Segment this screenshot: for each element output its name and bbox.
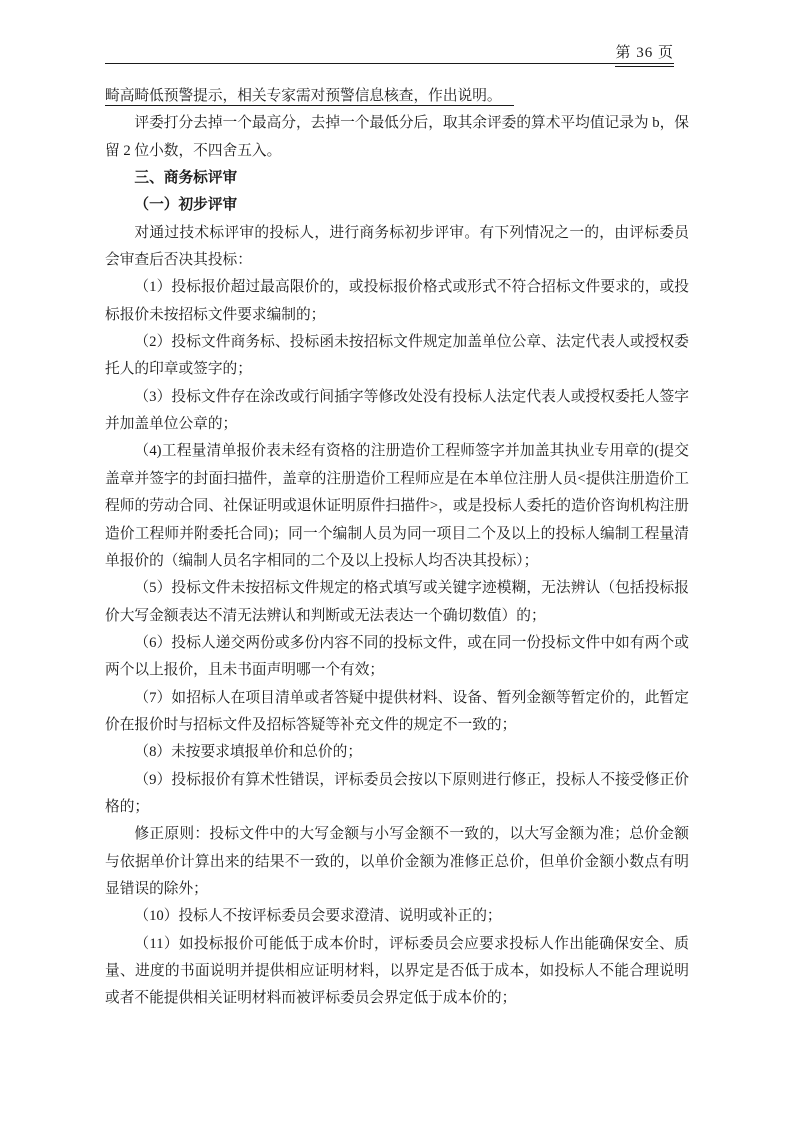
heading-preliminary-review: （一）初步评审 bbox=[134, 197, 238, 214]
paragraph-item-2: （2）投标文件商务标、投标函未按招标文件规定加盖单位公章、法定代表人或授权委托人的印章或签字的； bbox=[105, 334, 689, 378]
paragraph-item-10: （10）投标人不按评标委员会要求澄清、说明或补正的； bbox=[134, 908, 502, 925]
paragraph-warning-carryover bbox=[105, 83, 689, 110]
paragraph-item-5: （5）投标文件未按招标文件规定的格式填写或关键字迹模糊，无法辨认（包括投标报价大写金额表达不清无法辨认和判断或无法表达一个确切数值）的； bbox=[105, 580, 689, 624]
header-rule bbox=[105, 63, 674, 64]
paragraph-intro: 对通过技术标评审的投标人，进行商务标初步评审。有下列情况之一的，由评标委员会审查后否决其投标： bbox=[105, 224, 689, 269]
paragraph-item-11: （11）如投标报价可能低于成本价时，评标委员会应要求投标人作出能确保安全、质量、进度的书面说明并提供相应证明材料，以界定是否低于成本，如投标人不能合理说明或者不能提供相关证明材料而被评标委员会界定低于成本价的； bbox=[105, 935, 689, 1007]
paragraph-item-7: （7）如招标人在项目清单或者答疑中提供材料、设备、暂列金额等暂定价的，此暂定价在报价时与招标文件及招标答疑等补充文件的规定不一致的； bbox=[105, 689, 689, 733]
paragraph-item-6: （6）投标人递交两份或多份内容不同的投标文件，或在同一份投标文件中如有两个或两个以上报价，且未书面声明哪一个有效； bbox=[105, 634, 689, 679]
underlined-text: 畸高畸低预警提示，相关专家需对预警信息核查，作出说明。 bbox=[105, 88, 514, 106]
paragraph-correction-principle: 修正原则：投标文件中的大写金额与小写金额不一致的，以大写金额为准；总价金额与依据单价计算出来的结果不一致的，以单价金额为准修正总价，但单价金额小数点有明显错误的除外； bbox=[105, 826, 689, 897]
paragraph-item-4: （4)工程量清单报价表未经有资格的注册造价工程师签字并加盖其执业专用章的(提交盖章并签字的封面扫描件，盖章的注册造价工程师应是在本单位注册人员<提供注册造价工程师的劳动合同、社保证明或退休证明原件扫描件>，或是投标人委托的造价咨询机构注册造价工程师并附委托合同)；同一个编制人员为同一项目二个及以上的投标人编制工程量清单报价的（编制人员名字相同的二个及以上投标人均否决其投标）； bbox=[105, 443, 689, 569]
paragraph-item-8: （8）未按要求填报单价和总价的； bbox=[134, 744, 363, 761]
paragraph-item-9: （9）投标报价有算术性错误，评标委员会按以下原则进行修正，投标人不接受修正价格的； bbox=[105, 771, 689, 815]
paragraph-item-3: （3）投标文件存在涂改或行间插字等修改处没有投标人法定代表人或授权委托人签字并加盖单位公章的； bbox=[105, 388, 689, 433]
document-body bbox=[105, 83, 689, 1013]
page-number: 第 36 页 bbox=[615, 45, 674, 67]
paragraph-scoring-rule: 评委打分去掉一个最高分，去掉一个最低分后，取其余评委的算术平均值记录为 b，保留 2 位小数，不四舍五入。 bbox=[105, 115, 689, 159]
paragraph-item-1: （1）投标报价超过最高限价的，或投标报价格式或形式不符合招标文件要求的，或投标报价未按招标文件要求编制的； bbox=[105, 279, 689, 323]
heading-business-bid-review: 三、商务标评审 bbox=[134, 170, 238, 187]
